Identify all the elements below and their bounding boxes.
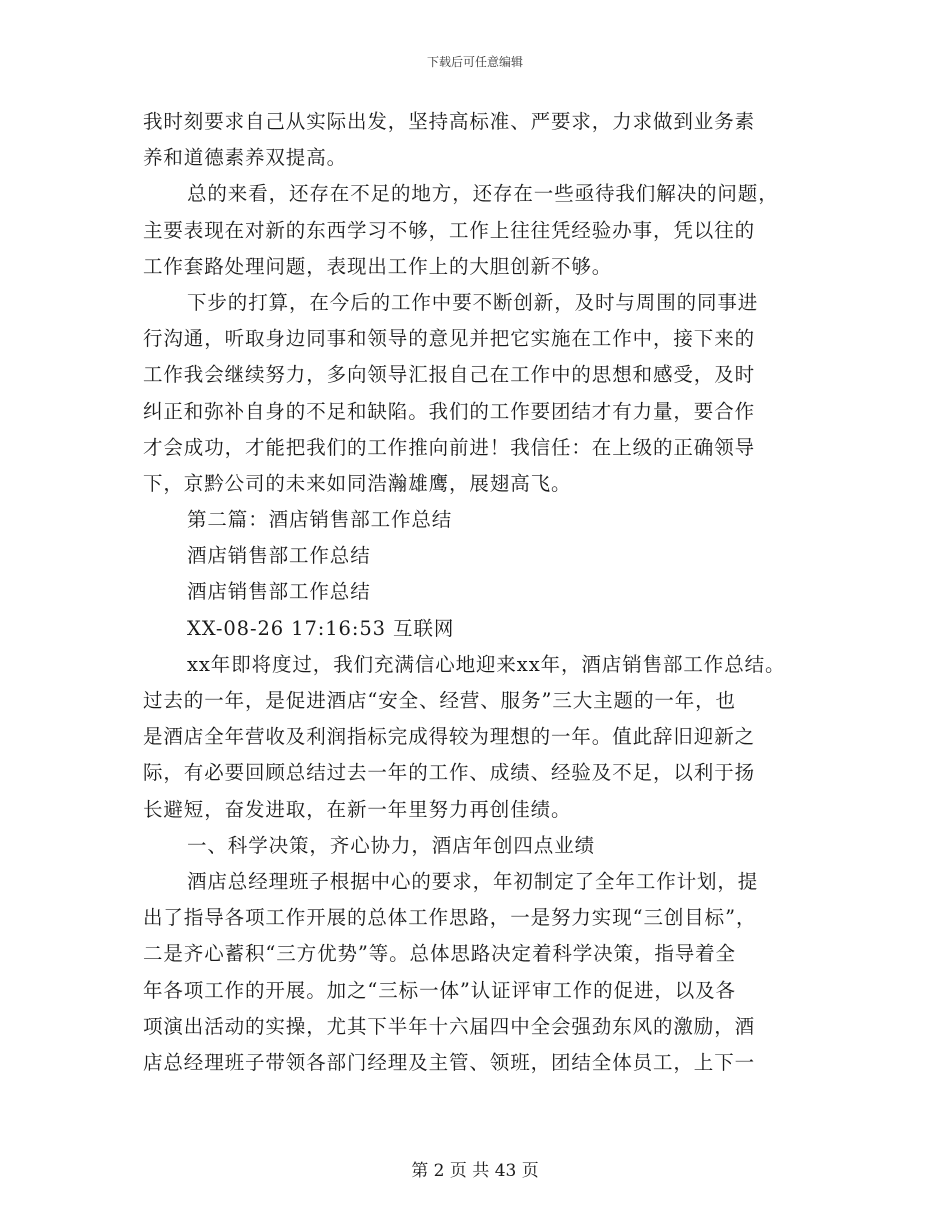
text-line: 是酒店全年营收及利润指标完成得较为理想的一年。值此辞旧迎新之 — [143, 725, 756, 749]
text-line: 下步的打算，在今后的工作中要不断创新，及时与周围的同事进 — [187, 290, 759, 314]
text-line: 总的来看，还存在不足的地方，还存在一些亟待我们解决的问题， — [187, 182, 779, 206]
text-line: 才会成功，才能把我们的工作推向前进！我信任：在上级的正确领导 — [143, 435, 756, 459]
text-line: 工作套路处理问题，表现出工作上的大胆创新不够。 — [143, 254, 613, 278]
text-line: 过去的一年，是促进酒店“安全、经营、服务”三大主题的一年，也 — [143, 689, 736, 712]
text-line: 主要表现在对新的东西学习不够，工作上往往凭经验办事，凭以往的 — [143, 218, 756, 242]
text-line: xx年即将度过，我们充满信心地迎来xx年，酒店销售部工作总结。 — [187, 652, 786, 676]
text-line: 第二篇：酒店销售部工作总结 — [187, 508, 453, 532]
text-line: 出了指导各项工作开展的总体工作思路，一是努力实现“三创目标”， — [143, 906, 757, 930]
text-line: 下，京黔公司的未来如同浩瀚雄鹰，展翅高飞。 — [143, 471, 572, 495]
text-line: 养和道德素养双提高。 — [143, 146, 348, 170]
text-line: 酒店销售部工作总结 — [187, 544, 371, 568]
text-line: 长避短，奋发进取，在新一年里努力再创佳绩。 — [143, 797, 572, 821]
page-header: 下载后可任意编辑 — [426, 55, 523, 69]
text-line: 店总经理班子带领各部门经理及主管、领班，团结全体员工，上下一 — [143, 1050, 756, 1074]
text-line: 二是齐心蓄积“三方优势”等。总体思路决定着科学决策，指导着全 — [143, 942, 736, 966]
text-line: 年各项工作的开展。加之“三标一体”认证评审工作的促进，以及各 — [143, 978, 736, 1002]
page-footer: 第 2 页 共 43 页 — [411, 1161, 539, 1181]
text-line: 酒店销售部工作总结 — [187, 580, 371, 604]
text-line: 际，有必要回顾总结过去一年的工作、成绩、经验及不足，以利于扬 — [143, 761, 756, 785]
document-body — [143, 104, 823, 1081]
text-line: XX-08-26 17:16:53 互联网 — [187, 616, 455, 640]
text-line: 纠正和弥补自身的不足和缺陷。我们的工作要团结才有力量，要合作 — [143, 399, 756, 423]
text-line: 项演出活动的实操，尤其下半年十六届四中全会强劲东风的激励，酒 — [143, 1014, 756, 1038]
text-line: 行沟通，听取身边同事和领导的意见并把它实施在工作中，接下来的 — [143, 327, 756, 351]
text-line: 工作我会继续努力，多向领导汇报自己在工作中的思想和感受，及时 — [143, 363, 756, 387]
text-line: 一、科学决策，齐心协力，酒店年创四点业绩 — [187, 833, 596, 857]
text-line: 我时刻要求自己从实际出发，坚持高标准、严要求，力求做到业务素 — [143, 110, 756, 133]
text-line: 酒店总经理班子根据中心的要求，年初制定了全年工作计划，提 — [187, 869, 759, 893]
